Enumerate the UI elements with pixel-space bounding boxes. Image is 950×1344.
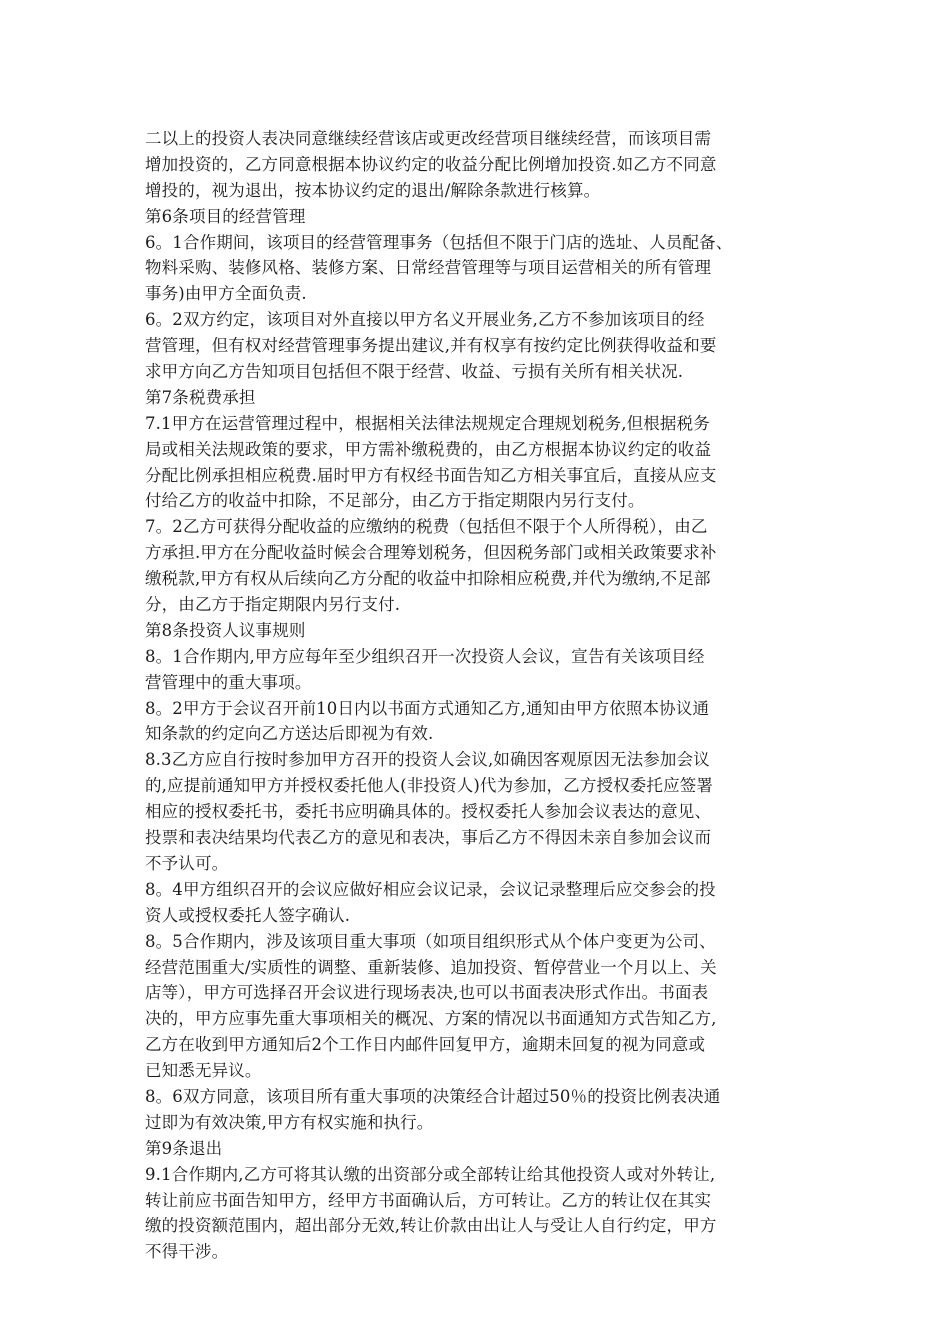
text-line: 8。2甲方于会议召开前10日内以书面方式通知乙方,通知由甲方依照本协议通 (145, 698, 710, 718)
text-line: 营管理，但有权对经营管理事务提出建议,并有权享有按约定比例获得收益和要 (145, 336, 717, 356)
text-line: 缴的投资额范围内，超出部分无效,转让价款由出让人与受让人自行约定，甲方 (145, 1216, 717, 1236)
text-line: 转让前应书面告知甲方，经甲方书面确认后，方可转让。乙方的转让仅在其实 (145, 1190, 712, 1210)
text-line: 物料采购、装修风格、装修方案、日常经营管理等与项目运营相关的所有管理 (145, 258, 712, 278)
text-line: 8。6双方同意，该项目所有重大事项的决策经合计超过50％的投资比例表决通 (145, 1086, 721, 1106)
text-line: 付给乙方的收益中扣除，不足部分，由乙方于指定期限内另行支付。 (145, 491, 645, 511)
text-line: 不予认可。 (145, 853, 229, 873)
text-line: 的,应提前通知甲方并授权委托他人(非投资人)代为参加，乙方授权委托应签署 (145, 776, 714, 796)
text-line: 增投的，视为退出，按本协议约定的退出/解除条款进行核算。 (145, 180, 601, 200)
text-line: 知条款的约定向乙方送达后即视为有效. (145, 724, 434, 744)
text-line: 第8条投资人议事规则 (145, 620, 306, 640)
text-line: 8.3乙方应自行按时参加甲方召开的投资人会议,如确因客观原因无法参加会议 (145, 750, 710, 770)
text-line: 相应的授权委托书，委托书应明确具体的。授权委托人参加会议表达的意见、 (145, 802, 712, 822)
text-line: 第6条项目的经营管理 (145, 206, 306, 226)
text-line: 不得干涉。 (145, 1242, 229, 1262)
text-line: 营管理中的重大事项。 (145, 672, 312, 692)
text-line: 经营范围重大/实质性的调整、重新装修、追加投资、暂停营业一个月以上、关 (145, 957, 717, 977)
document-body (145, 126, 815, 1265)
text-line: 求甲方向乙方告知项目包括但不限于经营、收益、亏损有关所有相关状况. (145, 362, 684, 382)
text-line: 8。5合作期内，涉及该项目重大事项（如项目组织形式从个体户变更为公司、 (145, 931, 716, 951)
text-line: 过即为有效决策,甲方有权实施和执行。 (145, 1112, 434, 1132)
text-line: 分，由乙方于指定期限内另行支付. (145, 595, 401, 615)
text-line: 乙方在收到甲方通知后2个工作日内邮件回复甲方，逾期未回复的视为同意或 (145, 1035, 706, 1055)
text-line: 资人或授权委托人签字确认. (145, 905, 351, 925)
text-line: 8。4甲方组织召开的会议应做好相应会议记录，会议记录整理后应交参会的投 (145, 879, 716, 899)
text-line: 第9条退出 (145, 1138, 223, 1158)
text-line: 增加投资的，乙方同意根据本协议约定的收益分配比例增加投资.如乙方不同意 (145, 154, 717, 174)
text-line: 投票和表决结果均代表乙方的意见和表决，事后乙方不得因未亲自参加会议而 (145, 828, 712, 848)
text-line: 决的，甲方应事先重大事项相关的概况、方案的情况以书面通知方式告知乙方, (145, 1009, 717, 1029)
text-line: 事务)由甲方全面负责. (145, 284, 307, 304)
text-line: 7。2乙方可获得分配收益的应缴纳的税费（包括但不限于个人所得税），由乙 (145, 517, 708, 537)
text-line: 6。1合作期间，该项目的经营管理事务（包括但不限于门店的选址、人员配备、 (145, 232, 733, 252)
text-line: 第7条税费承担 (145, 387, 256, 407)
text-line: 店等），甲方可选择召开会议进行现场表决,也可以书面表决形式作出。书面表 (145, 983, 709, 1003)
text-line: 缴税款,甲方有权从后续向乙方分配的收益中扣除相应税费,并代为缴纳,不足部 (145, 569, 711, 589)
text-line: 7.1甲方在运营管理过程中，根据相关法律法规规定合理规划税务,但根据税务 (145, 413, 710, 433)
text-line: 二以上的投资人表决同意继续经营该店或更改经营项目继续经营，而该项目需 (145, 129, 712, 148)
text-line: 已知悉无异议。 (145, 1061, 262, 1081)
text-line: 6。2双方约定，该项目对外直接以甲方名义开展业务,乙方不参加该项目的经 (145, 310, 705, 330)
text-line: 9.1合作期内,乙方可将其认缴的出资部分或全部转让给其他投资人或对外转让, (145, 1164, 716, 1184)
text-line: 分配比例承担相应税费.届时甲方有权经书面告知乙方相关事宜后，直接从应支 (145, 465, 717, 485)
text-line: 8。1合作期内,甲方应每年至少组织召开一次投资人会议，宣告有关该项目经 (145, 646, 705, 666)
text-line: 方承担.甲方在分配收益时候会合理筹划税务，但因税务部门或相关政策要求补 (145, 543, 717, 563)
text-line: 局或相关法规政策的要求，甲方需补缴税费的，由乙方根据本协议约定的收益 (145, 439, 712, 459)
